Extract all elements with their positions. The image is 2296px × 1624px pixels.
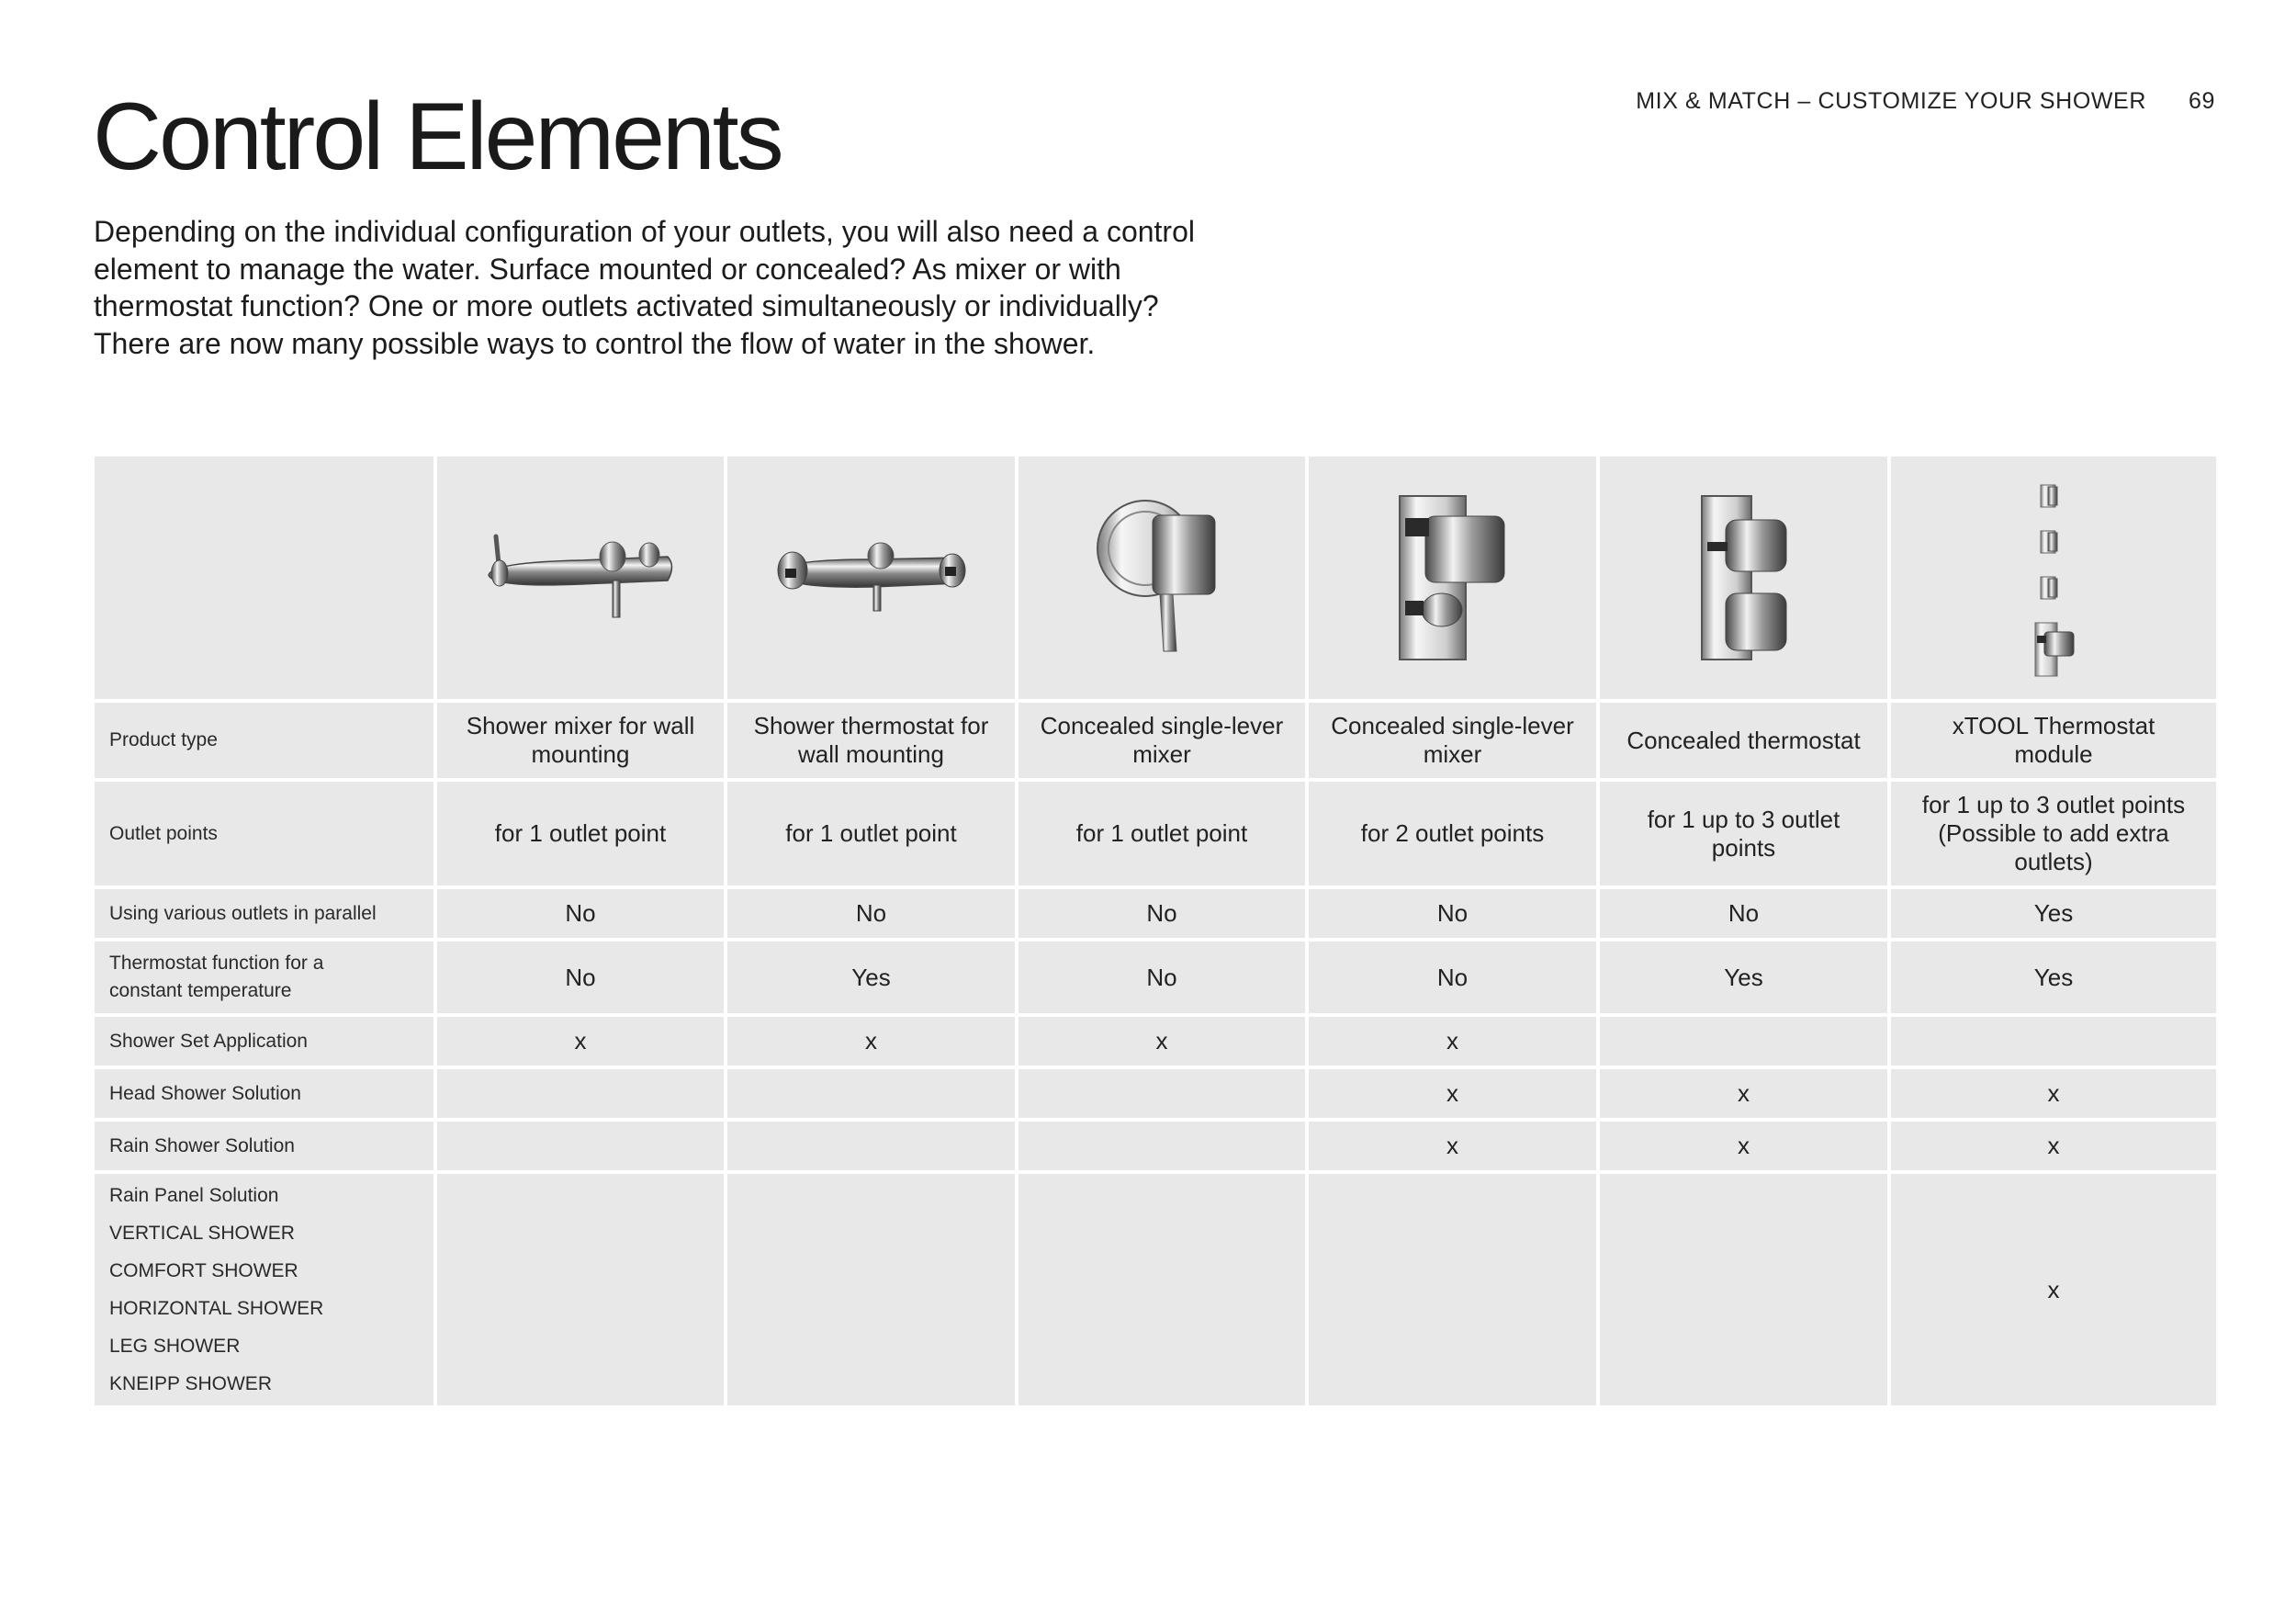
table-cell: No	[1017, 940, 1307, 1015]
table-cell: x	[1598, 1067, 1889, 1120]
table-cell: x	[1307, 1067, 1598, 1120]
table-cell	[726, 1067, 1017, 1120]
table-row	[93, 1067, 2218, 1120]
rain-panel-label-cell	[93, 1172, 435, 1407]
table-cell	[435, 1067, 726, 1120]
product-image-cell	[1889, 455, 2218, 701]
table-cell: xTOOL Thermostat module	[1889, 701, 2218, 780]
intro-paragraph: Depending on the individual configuration of your outlets, you will also need a control element to manage the water. Surface mounted or concealed? As mixer or with thermostat function? One or more outlets activated simultaneously or individually? There are now many possible ways to control the flow of water in the shower.	[94, 215, 1195, 360]
row-label: Shower Set Application	[93, 1015, 435, 1067]
table-cell: x	[1889, 1120, 2218, 1172]
table-cell	[1017, 1120, 1307, 1172]
concealed-thermostat-icon	[1689, 491, 1799, 665]
rain-panel-item: KNEIPP SHOWER	[109, 1373, 272, 1394]
table-cell: for 2 outlet points	[1307, 780, 1598, 887]
table-cell: No	[1017, 887, 1307, 940]
product-image-cell	[726, 455, 1017, 701]
table-cell	[1017, 1172, 1307, 1407]
table-cell: Concealed single-lever mixer	[1307, 701, 1598, 780]
table-cell: x	[1307, 1015, 1598, 1067]
table-cell	[726, 1120, 1017, 1172]
row-label: Thermostat function for a constant temperature	[93, 940, 435, 1015]
table-cell	[1889, 1015, 2218, 1067]
table-cell: No	[1307, 887, 1598, 940]
table-cell	[1598, 1172, 1889, 1407]
table-row	[93, 1015, 2218, 1067]
table-cell: Concealed single-lever mixer	[1017, 701, 1307, 780]
table-cell: for 1 outlet point	[1017, 780, 1307, 887]
table-row	[93, 780, 2218, 887]
row-label: Rain Shower Solution	[93, 1120, 435, 1172]
table-cell	[726, 1172, 1017, 1407]
table-cell: Concealed thermostat	[1598, 701, 1889, 780]
table-cell: No	[726, 887, 1017, 940]
table-cell	[1307, 1172, 1598, 1407]
product-image-cell	[1598, 455, 1889, 701]
table-row	[93, 940, 2218, 1015]
control-elements-table	[91, 453, 2220, 1409]
table-cell: x	[435, 1015, 726, 1067]
product-image-cell	[435, 455, 726, 701]
table-cell	[1598, 1015, 1889, 1067]
table-row	[93, 1172, 2218, 1407]
table-cell: No	[1307, 940, 1598, 1015]
table-cell: No	[435, 887, 726, 940]
table-cell: No	[435, 940, 726, 1015]
table-cell	[435, 1172, 726, 1407]
product-image-row	[93, 455, 2218, 701]
table-cell: Shower thermostat for wall mounting	[726, 701, 1017, 780]
row-label: Rain Panel Solution	[109, 1185, 279, 1206]
table-cell: for 1 up to 3 outlet points	[1598, 780, 1889, 887]
table-cell	[1017, 1067, 1307, 1120]
rain-panel-item: LEG SHOWER	[109, 1336, 241, 1357]
table-cell	[435, 1120, 726, 1172]
product-image-cell	[1017, 455, 1307, 701]
concealed-mixer-icon	[1088, 495, 1235, 660]
table-cell: No	[1598, 887, 1889, 940]
table-cell: Yes	[1598, 940, 1889, 1015]
table-cell: x	[1307, 1120, 1598, 1172]
table-cell: for 1 up to 3 outlet points (Possible to add extra outlets)	[1889, 780, 2218, 887]
rain-panel-item: COMFORT SHOWER	[109, 1260, 298, 1281]
rain-panel-item: HORIZONTAL SHOWER	[109, 1298, 324, 1319]
table-cell: Yes	[726, 940, 1017, 1015]
page-title: Control Elements	[93, 84, 782, 190]
table-cell: x	[726, 1015, 1017, 1067]
page-header	[1636, 88, 2215, 115]
shower-mixer-icon	[479, 518, 681, 637]
table-cell: Shower mixer for wall mounting	[435, 701, 726, 780]
table-row	[93, 887, 2218, 940]
product-image-cell	[1307, 455, 1598, 701]
table-cell: x	[1017, 1015, 1307, 1067]
table-row	[93, 701, 2218, 780]
row-label: Head Shower Solution	[93, 1067, 435, 1120]
table-cell: x	[1889, 1067, 2218, 1120]
concealed-mixer-diverter-icon	[1389, 491, 1517, 665]
table-cell: Yes	[1889, 887, 2218, 940]
shower-thermostat-icon	[771, 523, 973, 633]
page-number: 69	[2188, 88, 2215, 114]
table-row	[93, 1120, 2218, 1172]
section-title: MIX & MATCH – CUSTOMIZE YOUR SHOWER	[1636, 88, 2146, 114]
row-label: Using various outlets in parallel	[93, 887, 435, 940]
table-cell: for 1 outlet point	[435, 780, 726, 887]
table-cell: x	[1598, 1120, 1889, 1172]
empty-corner-cell	[93, 455, 435, 701]
rain-panel-item: VERTICAL SHOWER	[109, 1223, 295, 1244]
xtool-module-icon	[2017, 472, 2090, 683]
table-cell: Yes	[1889, 940, 2218, 1015]
row-label: Outlet points	[93, 780, 435, 887]
table-cell: for 1 outlet point	[726, 780, 1017, 887]
row-label: Product type	[93, 701, 435, 780]
table-cell: x	[1889, 1172, 2218, 1407]
